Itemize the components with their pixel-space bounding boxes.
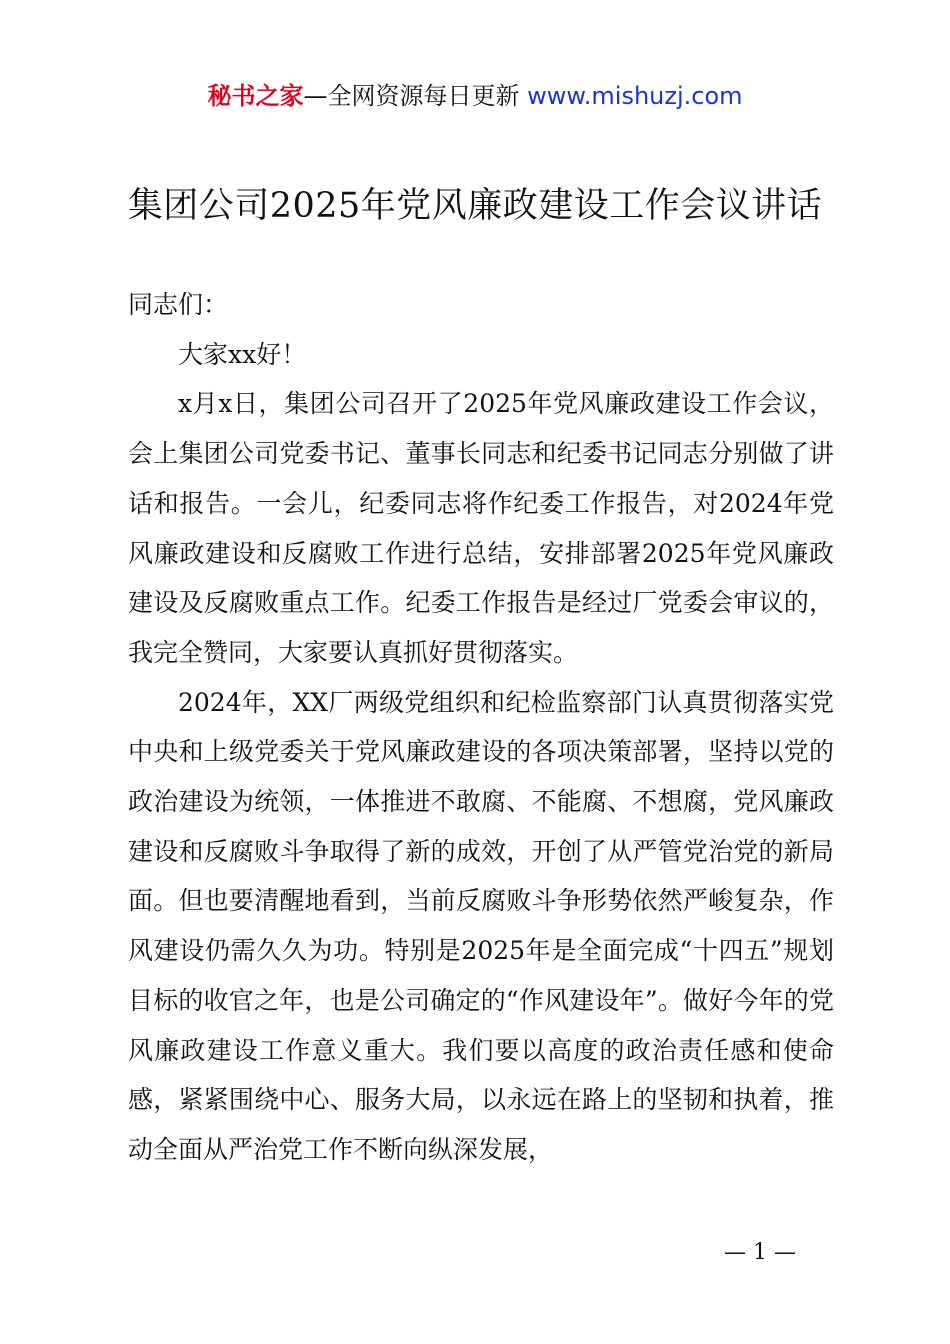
salutation: 同志们： xyxy=(128,290,229,319)
paragraph: 2024年，XX厂两级党组织和纪检监察部门认真贯彻落实党中央和上级党委关于党风廉政建设的各项决策部署，坚持以党的政治建设为统领，一体推进不敢腐、不能腐、不想腐，党风廉政建设和反腐败斗争取得了新的成效，开创了从严管党治党的新局面。但也要清醒地看到，当前反腐败斗争形势依然严峻复杂，作风建设仍需久久为功。特别是2025年是全面完成“十四五”规划目标的收官之年，也是公司确定的“作风建设年”。做好今年的党风廉政建设工作意义重大。我们要以高度的政治责任感和使命感，紧紧围绕中心、服务大局，以永远在路上的坚韧和执着，推动全面从严治党工作不断向纵深发展， xyxy=(128,687,834,1164)
document-title: 集团公司2025年党风廉政建设工作会议讲话 xyxy=(127,186,823,226)
greeting: 大家xx好！ xyxy=(178,339,307,369)
site-tagline: —全网资源每日更新 xyxy=(303,82,520,110)
site-url-link[interactable]: www.mishuzj.com xyxy=(527,82,743,110)
paragraph: x月x日，集团公司召开了2025年党风廉政建设工作会议，会上集团公司党委书记、董事长同志和纪委书记同志分别做了讲话和报告。一会儿，纪委同志将作纪委工作报告，对2024年党风廉政建设和反腐败工作进行总结，安排部署2025年党风廉政建设及反腐败重点工作。纪委工作报告是经过厂党委会审议的，我完全赞同，大家要认真抓好贯彻落实。 xyxy=(128,389,834,667)
page-number: — 1 — xyxy=(724,1240,796,1265)
document-body xyxy=(128,280,834,1175)
site-header xyxy=(0,80,950,112)
site-brand: 秘书之家 xyxy=(207,82,304,110)
